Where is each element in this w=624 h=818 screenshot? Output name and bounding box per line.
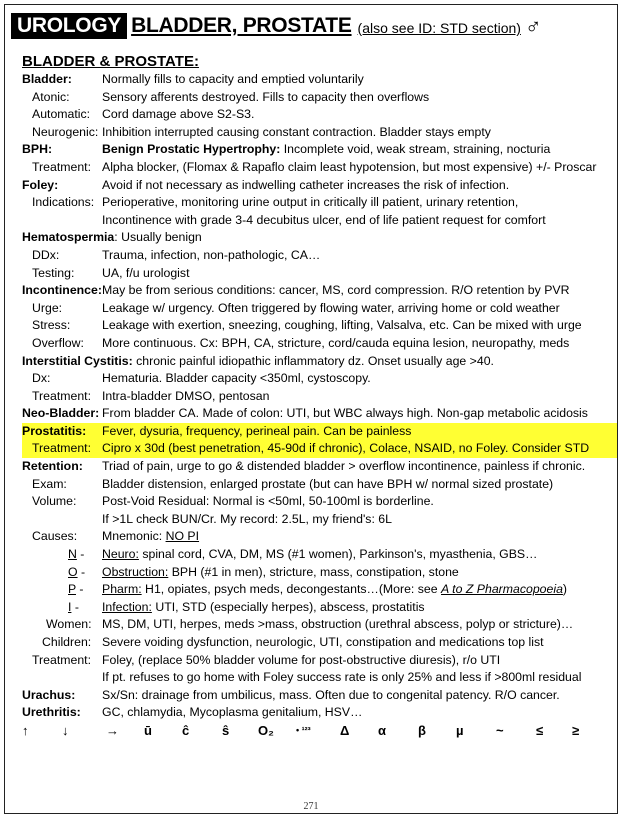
- row-retention-volume: [22, 493, 617, 511]
- term-text: chronic painful idiopathic inflammatory dz. Onset usually age >40.: [132, 353, 494, 368]
- row-bph: [22, 141, 617, 159]
- subterm-label: Urge:: [32, 300, 63, 315]
- term-label: Prostatitis:: [22, 423, 87, 438]
- page-subtitle: (also see ID: STD section): [357, 20, 521, 36]
- term-text: Pharm: H1, opiates, psych meds, decongestants…(More: see A to Z Pharmacopoeia): [102, 582, 568, 597]
- row-stress: [22, 317, 617, 335]
- subterm-label: Children:: [42, 635, 92, 649]
- term-text: Post-Void Residual: Normal is <50ml, 50-100ml is borderline.: [102, 494, 434, 509]
- symbol-glyph: ~: [496, 722, 504, 738]
- section-heading: BLADDER & PROSTATE:: [22, 53, 199, 70]
- symbol-glyph: α: [378, 722, 386, 738]
- term-line: [22, 353, 494, 371]
- symbol-glyph: ≥: [572, 722, 580, 738]
- row-atonic: [22, 89, 617, 107]
- row-retention: [22, 458, 617, 476]
- term-text: Severe voiding dysfunction, neurologic, UTI, constipation and medications top list: [102, 635, 544, 649]
- mnemonic-label: Mnemonic:: [102, 529, 166, 544]
- term-label: Hematospermia: [22, 230, 115, 245]
- term-text: UA, f/u urologist: [102, 265, 190, 280]
- term-line: [22, 229, 202, 247]
- term-label: BPH:: [22, 142, 53, 157]
- subterm-label: Women:: [46, 617, 92, 632]
- term-text: [102, 599, 425, 617]
- subterm-label: Volume:: [32, 494, 77, 509]
- subterm-label: Treatment:: [32, 652, 91, 667]
- term-text: : Usually benign: [114, 230, 202, 245]
- row-foley-indications-cont: [22, 212, 617, 230]
- page-header: [11, 13, 541, 39]
- term-text: If >1L check BUN/Cr. My record: 2.5L, my friend's: 6L: [102, 511, 392, 526]
- row-neurogenic: [22, 124, 617, 142]
- content-body: [22, 71, 617, 740]
- reference-link: A to Z Pharmacopoeia: [441, 582, 563, 597]
- subterm-label: Automatic:: [32, 107, 91, 122]
- mnemonic-description: UTI, STD (especially herpes), abscess, prostatitis: [151, 599, 425, 614]
- page-number: 271: [303, 801, 319, 812]
- term-text: [102, 528, 199, 546]
- row-retention-volume-cont: [22, 511, 617, 529]
- row-hematospermia-ddx: [22, 247, 617, 265]
- term-text: Cipro x 30d (best penetration, 45-90d if chronic), Colace, NSAID, no Foley. Consider STD: [102, 441, 590, 456]
- term-text: Leakage w/ urgency. Often triggered by flowing water, arriving home or cold weather: [102, 300, 560, 315]
- term-text: GC, chlamydia, Mycoplasma genitalium, HSV…: [102, 705, 363, 720]
- mnemonic-description: spinal cord, CVA, DM, MS (#1 women), Parkinson's, myasthenia, GBS…: [138, 547, 538, 562]
- symbol-glyph: ŝ: [222, 722, 230, 738]
- page-title: BLADDER, PROSTATE: [131, 14, 352, 37]
- subterm-label: Atonic:: [32, 89, 70, 104]
- row-causes-women: [22, 616, 617, 634]
- row-interstitial-cystitis: [22, 353, 617, 371]
- term-text: From bladder CA. Made of colon: UTI, but WBC always high. Non-gap metabolic acidosis: [102, 406, 588, 421]
- symbol-glyph: ↓: [62, 722, 69, 738]
- subterm-label: Treatment:: [32, 159, 91, 174]
- document-page: [4, 4, 618, 814]
- subterm-label: Neurogenic:: [32, 124, 99, 139]
- term-label: Bladder:: [22, 72, 72, 86]
- term-text: Trauma, infection, non-pathologic, CA…: [102, 247, 321, 262]
- row-retention-causes: [22, 528, 617, 546]
- term-text: Fever, dysuria, frequency, perineal pain. Can be painless: [102, 423, 412, 438]
- row-urethritis: [22, 704, 617, 722]
- row-mnemonic-n: [22, 546, 617, 564]
- row-hematospermia-testing: [22, 265, 617, 283]
- subterm-label: Causes:: [32, 529, 78, 544]
- symbol-glyph: β: [418, 722, 426, 738]
- symbol-glyph: ū: [144, 722, 152, 738]
- mnemonic-term: Neuro:: [102, 547, 139, 562]
- symbol-glyph: µ: [456, 722, 464, 738]
- mnemonic-letter: I -: [68, 599, 79, 614]
- term-text: Perioperative, monitoring urine output in critically ill patient, urinary retention,: [102, 195, 519, 210]
- row-retention-exam: [22, 476, 617, 494]
- term-text: Inhibition interrupted causing constant contraction. Bladder stays empty: [102, 124, 491, 139]
- row-urachus: [22, 687, 617, 705]
- term-description: Incomplete void, weak stream, straining, nocturia: [280, 142, 551, 157]
- row-automatic: [22, 106, 617, 124]
- subterm-label: Stress:: [32, 318, 71, 333]
- term-label: Neo-Bladder:: [22, 406, 100, 421]
- term-text: Triad of pain, urge to go & distended bladder > overflow incontinence, painless if chronic.: [102, 459, 586, 474]
- subterm-label: Dx:: [32, 371, 51, 386]
- symbol-glyph: ↑: [22, 722, 29, 738]
- mnemonic-description: H1, opiates, psych meds, decongestants…(More: see: [141, 582, 442, 597]
- symbol-reference-row: [22, 722, 617, 740]
- term-text: Incontinence with grade 3-4 decubitus ulcer, end of life patient request for comfort: [102, 212, 546, 227]
- term-label: Urachus:: [22, 687, 76, 702]
- male-symbol-icon: ♂: [524, 14, 542, 39]
- symbol-glyph: O₂: [258, 722, 274, 738]
- subterm-label: Indications:: [32, 195, 95, 210]
- row-bph-treatment: [22, 159, 617, 177]
- mnemonic-letter: N -: [68, 547, 85, 562]
- symbol-glyph: ≤: [536, 722, 544, 738]
- term-text: [102, 141, 550, 159]
- mnemonic-letter: O -: [68, 564, 86, 579]
- row-ic-treatment: [22, 388, 617, 406]
- row-ic-dx: [22, 370, 617, 388]
- row-retention-treatment: [22, 652, 617, 670]
- mnemonic-word: NO PI: [165, 529, 200, 544]
- term-text: Sensory afferents destroyed. Fills to capacity then overflows: [102, 89, 430, 104]
- row-neo-bladder: [22, 405, 617, 423]
- term-text: Intra-bladder DMSO, pentosan: [102, 388, 270, 403]
- symbol-glyph: • ¹²³: [296, 724, 311, 735]
- row-foley: [22, 177, 617, 195]
- term-label: Foley:: [22, 177, 59, 192]
- subterm-label: Treatment:: [32, 388, 91, 403]
- mnemonic-letter: P -: [68, 582, 84, 597]
- term-text: Hematuria. Bladder capacity <350ml, cystoscopy.: [102, 371, 371, 386]
- term-text: More continuous. Cx: BPH, CA, stricture, cord/cauda equina lesion, neuropathy, meds: [102, 335, 570, 350]
- symbol-glyph: →: [106, 722, 119, 738]
- subterm-label: Overflow:: [32, 335, 84, 350]
- row-causes-children: [22, 634, 617, 652]
- row-retention-treatment-cont: [22, 669, 617, 687]
- subterm-label: Exam:: [32, 476, 67, 491]
- row-mnemonic-i: [22, 599, 617, 617]
- term-text: Alpha blocker, (Flomax & Rapaflo claim least hypotension, but most expensive) +/- Proscar: [102, 159, 597, 174]
- term-text: Cord damage above S2-S3.: [102, 107, 255, 122]
- term-text: Leakage with exertion, sneezing, coughing, lifting, Valsalva, etc. Can be mixed with urge: [102, 318, 582, 333]
- term-text: Avoid if not necessary as indwelling catheter increases the risk of infection.: [102, 177, 510, 192]
- symbol-glyph: Δ: [340, 722, 350, 738]
- term-text: Foley, (replace 50% bladder volume for post-obstructive diuresis), r/o UTI: [102, 652, 501, 667]
- term-text: [102, 546, 537, 564]
- term-text: May be from serious conditions: cancer, MS, cord compression. R/O retention by PVR: [102, 283, 570, 298]
- term-text: Bladder distension, enlarged prostate (but can have BPH w/ normal sized prostate): [102, 476, 554, 491]
- row-overflow: [22, 335, 617, 353]
- term-label: Urethritis:: [22, 705, 81, 720]
- row-mnemonic-p: [22, 581, 617, 599]
- row-bladder: [22, 71, 617, 89]
- row-prostatitis-highlighted: [22, 423, 617, 441]
- row-urge: [22, 300, 617, 318]
- mnemonic-term: Infection:: [102, 599, 152, 614]
- mnemonic-term: Pharm:: [102, 582, 142, 597]
- subterm-label: Treatment:: [32, 441, 91, 456]
- term-text: MS, DM, UTI, herpes, meds >mass, obstruction (urethral abscess, polyp or stricture)…: [102, 617, 574, 632]
- subterm-label: Testing:: [32, 265, 75, 280]
- term-label: Incontinence:: [22, 283, 102, 298]
- term-text: [102, 564, 459, 582]
- category-tag: UROLOGY: [11, 13, 127, 39]
- term-fullname: Benign Prostatic Hypertrophy:: [102, 142, 281, 157]
- mnemonic-description: BPH (#1 in men), stricture, mass, constipation, stone: [168, 564, 459, 579]
- symbol-list: [22, 722, 617, 740]
- subterm-label: DDx:: [32, 247, 60, 262]
- term-label: Retention:: [22, 459, 83, 474]
- row-hematospermia: [22, 229, 617, 247]
- symbol-glyph: ĉ: [182, 722, 190, 738]
- row-mnemonic-o: [22, 564, 617, 582]
- term-label: Interstitial Cystitis:: [22, 353, 133, 368]
- row-incontinence: [22, 282, 617, 300]
- term-text: If pt. refuses to go home with Foley success rate is only 25% and less if >800ml residual: [102, 670, 582, 685]
- term-text: Normally fills to capacity and emptied voluntarily: [102, 72, 364, 86]
- mnemonic-term: Obstruction:: [102, 564, 169, 579]
- row-prostatitis-treatment-highlighted: [22, 440, 617, 458]
- term-text: Sx/Sn: drainage from umbilicus, mass. Often due to congenital patency. R/O cancer.: [102, 687, 560, 702]
- row-foley-indications: [22, 194, 617, 212]
